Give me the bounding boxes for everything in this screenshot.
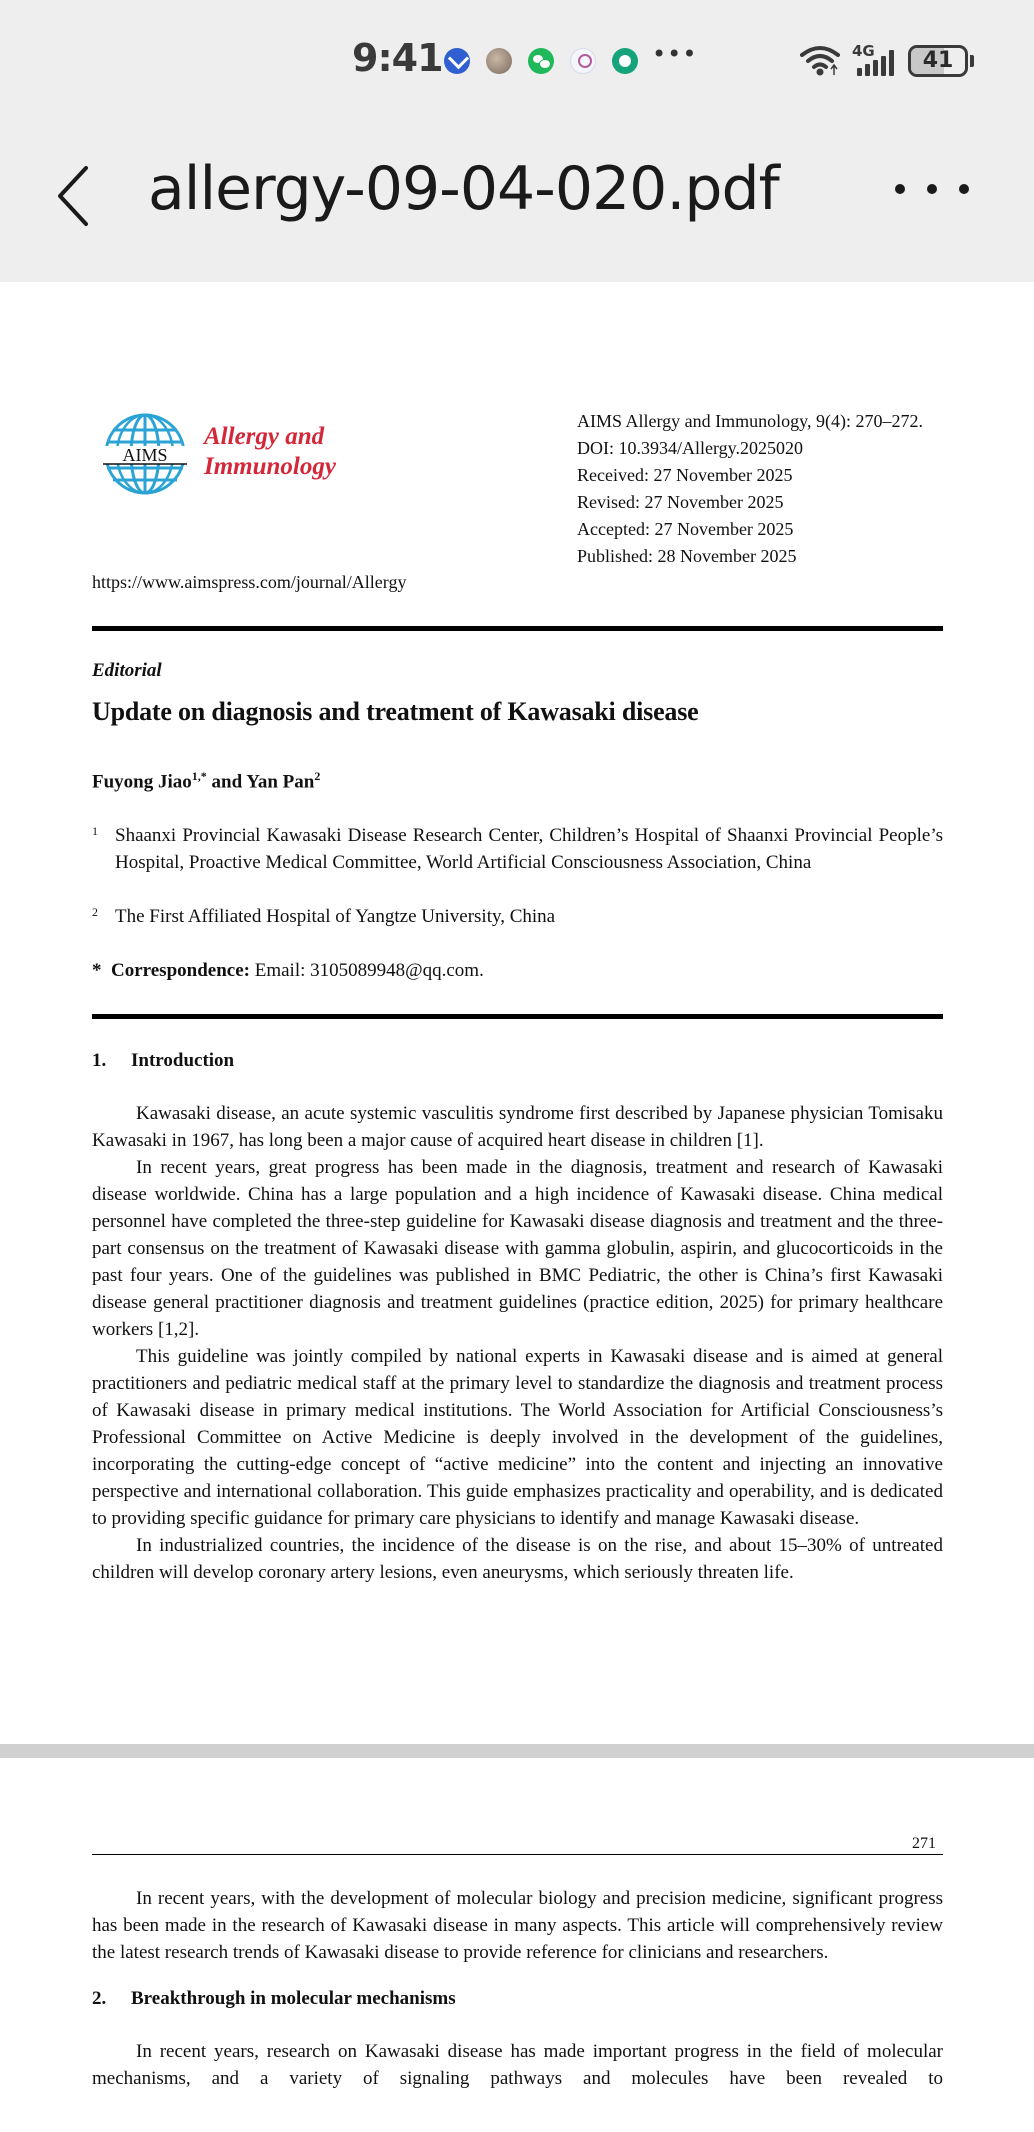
paragraph: In recent years, research on Kawasaki disease has made important progress in the field of molecular mechanisms, and a variety of signaling pathways and molecules have been revealed to bbox=[92, 2041, 943, 2089]
affiliation-number: 1 bbox=[92, 824, 98, 838]
correspondence-email[interactable]: Email: 3105089948@qq.com. bbox=[249, 960, 484, 981]
chevron-left-icon bbox=[52, 164, 92, 228]
section-body bbox=[92, 1100, 943, 1586]
paragraph: In industrialized countries, the incidence of the disease is on the rise, and about 15–30% of untreated children will develop coronary artery lesions, even aneurysms, which seriously threaten life. bbox=[92, 1535, 943, 1583]
author-name: Yan Pan bbox=[246, 771, 315, 793]
affiliation-item bbox=[92, 903, 943, 930]
paragraph: In recent years, with the development of molecular biology and precision medicine, significant progress has been made in the research of Kawasaki disease in many aspects. This article will comprehensively review the latest research trends of Kawasaki disease to provide reference for clinicians and researchers. bbox=[92, 1888, 943, 1963]
section-title: Introduction bbox=[131, 1050, 235, 1071]
page-separator bbox=[0, 1744, 1034, 1758]
author-affiliation-sup: 2 bbox=[314, 769, 321, 783]
affiliation-text: Shaanxi Provincial Kawasaki Disease Research Center, Children’s Hospital of Shaanxi Provincial People’s Hospital, Proactive Medical Committee, World Artificial Consciousness Association, China bbox=[115, 825, 943, 873]
citation: AIMS Allergy and Immunology, 9(4): 270–272. bbox=[577, 411, 923, 431]
avatar-icon bbox=[486, 48, 512, 74]
status-time: 9:41 bbox=[352, 36, 443, 80]
journal-url-link[interactable]: https://www.aimspress.com/journal/Allergy bbox=[92, 572, 407, 592]
signal-strength-icon bbox=[857, 50, 897, 76]
pdf-viewer-page[interactable] bbox=[0, 282, 1034, 2132]
file-name-title: allergy-09-04-020.pdf bbox=[148, 154, 779, 224]
journal-logo-text bbox=[204, 422, 336, 482]
app-top-bar bbox=[0, 0, 1034, 282]
battery-level: 41 bbox=[922, 48, 954, 73]
front-matter-divider bbox=[92, 1014, 943, 1019]
aims-globe-logo-icon bbox=[103, 412, 187, 496]
paragraph: In recent years, great progress has been made in the diagnosis, treatment and research of Kawasaki disease worldwide. China has a large population and a high incidence of Kawasaki disease. China medical personnel have completed the three-step guideline for Kawasaki disease diagnosis and treatment and the three-part consensus on the treatment of Kawasaki disease with gamma globulin, aspirin, and glucocorticoids in the past four years. One of the guidelines was published in BMC Pediatric, the other is China’s first Kawasaki disease general practitioner diagnosis and treatment guidelines (practice edition, 2025) for primary healthcare workers [1,2]. bbox=[92, 1157, 943, 1340]
network-type: 4G bbox=[852, 42, 875, 60]
section-title: Breakthrough in molecular mechanisms bbox=[131, 1988, 456, 2009]
header-divider bbox=[92, 626, 943, 631]
shield-icon bbox=[444, 48, 470, 74]
wechat-icon bbox=[528, 48, 554, 74]
page2-body bbox=[92, 1885, 943, 1966]
affiliation-item bbox=[92, 822, 943, 876]
correspondence bbox=[92, 960, 484, 982]
affiliation-text: The First Affiliated Hospital of Yangtze University, China bbox=[115, 906, 556, 927]
page-number: 271 bbox=[912, 1835, 936, 1852]
battery-icon bbox=[908, 45, 968, 77]
revised-date: Revised: 27 November 2025 bbox=[577, 492, 784, 512]
battery-tip bbox=[970, 55, 974, 67]
correspondence-marker: * bbox=[92, 960, 102, 981]
page-header-rule bbox=[92, 1854, 943, 1855]
received-date: Received: 27 November 2025 bbox=[577, 465, 793, 485]
paragraph: Kawasaki disease, an acute systemic vasculitis syndrome first described by Japanese physician Tomisaku Kawasaki in 1967, has long been a major cause of acquired heart disease in children [1]. bbox=[92, 1103, 943, 1151]
accepted-date: Accepted: 27 November 2025 bbox=[577, 519, 794, 539]
article-metadata bbox=[577, 408, 923, 570]
journal-name-line1: Allergy and bbox=[204, 423, 325, 450]
document-header bbox=[0, 140, 1034, 250]
dot-icon bbox=[895, 184, 905, 194]
doi[interactable]: DOI: 10.3934/Allergy.2025020 bbox=[577, 438, 803, 458]
authors bbox=[92, 769, 320, 793]
status-bar bbox=[0, 0, 1034, 120]
author-name: Fuyong Jiao bbox=[92, 771, 192, 793]
logo-aims-text: AIMS bbox=[122, 445, 168, 465]
author-connector: and bbox=[206, 771, 247, 793]
paragraph: This guideline was jointly compiled by national experts in Kawasaki disease and is aimed at general practitioners and pediatric medical staff at the primary level to standardize the diagnosis and treatment process of Kawasaki disease in primary medical institutions. The World Association for Artificial Consciousness’s Professional Committee on Active Medicine is deeply involved in the development of the guidelines, incorporating the cutting-edge concept of “active medicine” into the content and injecting an innovative perspective and international collaboration. This guide emphasizes practicality and operability, and is dedicated to providing specific guidance for primary care physicians to identify and manage Kawasaki disease. bbox=[92, 1346, 943, 1529]
section-number: 2. bbox=[92, 1988, 107, 2009]
journal-name-line2: Immunology bbox=[204, 453, 336, 480]
dot-icon bbox=[927, 184, 937, 194]
affiliation-number: 2 bbox=[92, 905, 98, 919]
message-icon bbox=[612, 48, 638, 74]
more-options-button[interactable] bbox=[895, 174, 969, 204]
section-heading bbox=[92, 1050, 234, 1072]
wifi-icon bbox=[800, 44, 840, 76]
dot-icon bbox=[959, 184, 969, 194]
correspondence-label: Correspondence: bbox=[111, 960, 250, 981]
paper-title: Update on diagnosis and treatment of Kawasaki disease bbox=[92, 697, 699, 726]
app-icon bbox=[570, 48, 596, 74]
back-button[interactable] bbox=[52, 164, 92, 224]
author-affiliation-sup: 1,* bbox=[191, 769, 207, 783]
article-type: Editorial bbox=[92, 660, 162, 681]
section-body bbox=[92, 2038, 943, 2092]
section-heading bbox=[92, 1988, 456, 2010]
published-date: Published: 28 November 2025 bbox=[577, 546, 797, 566]
section-number: 1. bbox=[92, 1050, 107, 1071]
more-notifications-icon: ••• bbox=[652, 40, 698, 68]
